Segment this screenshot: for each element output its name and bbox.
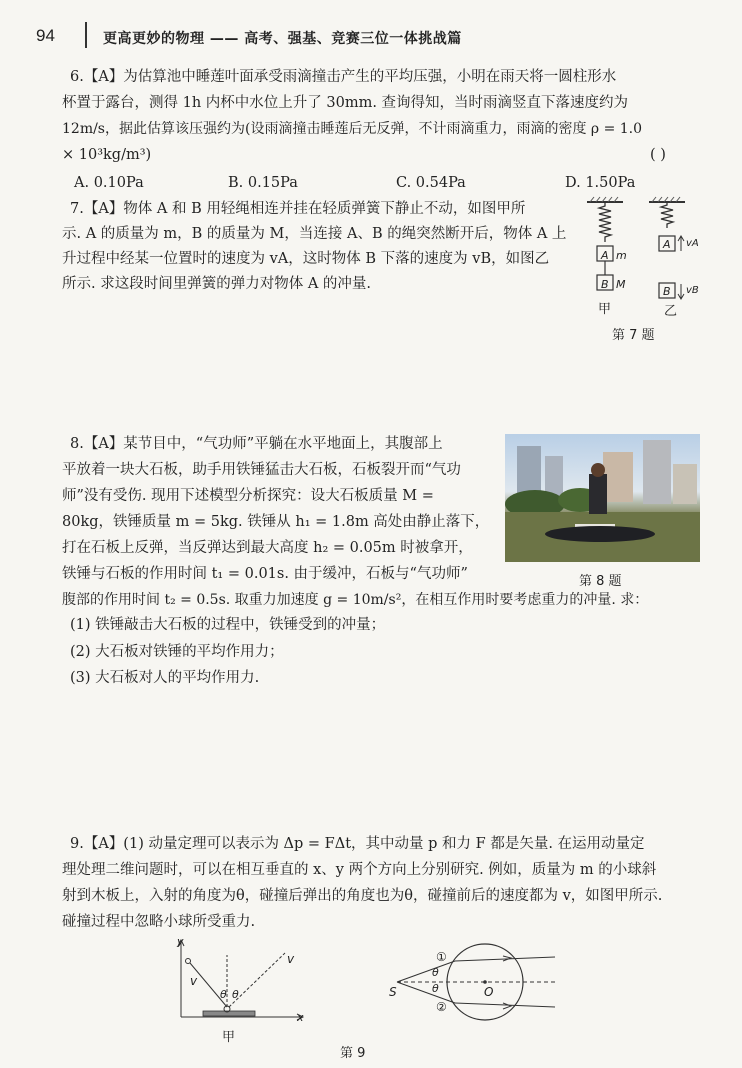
q7-label-big-m: M xyxy=(616,278,626,291)
q9-label-theta-upper: θ xyxy=(432,966,439,979)
q9-label-s: S xyxy=(389,985,397,999)
q9-label-v-in: v xyxy=(190,974,198,988)
q8-sub-1: (1) 铁锤敲击大石板的过程中，铁锤受到的冲量； xyxy=(70,617,386,633)
header-divider xyxy=(85,22,87,48)
q6-line-2: 杯置于露台，测得 1h 内杯中水位上升了 30mm. 查询得知，当时雨滴竖直下落速度约为 xyxy=(62,95,629,111)
q8-caption: 第 8 题 xyxy=(579,574,622,589)
q9-caption: 第 9 xyxy=(340,1046,366,1061)
q9-axis-y: y xyxy=(177,935,184,948)
q9-label-theta-2: θ xyxy=(232,988,239,1001)
q8-line-3: 师”没有受伤. 现用下述模型分析探究：设大石板质量 M = xyxy=(62,488,434,504)
q7-label-yi: 乙 xyxy=(664,304,678,319)
page-number: 94 xyxy=(36,26,55,45)
q7-line-2: 示. A 的质量为 m，B 的质量为 M，当连接 A、B 的绳突然断开后，物体 A 上 xyxy=(62,226,567,242)
q9-label-theta-lower: θ xyxy=(432,982,439,995)
q9-line-2: 理处理二维问题时，可以在相互垂直的 x、y 两个方向上分别研究. 例如，质量为 m 的小球斜 xyxy=(62,862,657,878)
q8-line-2: 平放着一块大石板，助手用铁锤猛击大石板，石板裂开而“气功 xyxy=(62,462,461,478)
q9-label-ray-1: ① xyxy=(436,950,447,964)
q7-line-1: 7.【A】物体 A 和 B 用轻绳相连并挂在轻质弹簧下静止不动，如图甲所 xyxy=(70,201,526,217)
q9-label-theta-1: θ xyxy=(220,988,227,1001)
q7-label-va: vA xyxy=(686,238,699,249)
q7-line-4: 所示. 求这段时间里弹簧的弹力对物体 A 的冲量. xyxy=(62,276,372,292)
q9-label-v-out: v xyxy=(287,952,295,966)
q7-label-vb: vB xyxy=(686,285,699,296)
q6-option-a: A. 0.10Pa xyxy=(74,175,144,191)
q9-line-4: 碰撞过程中忽略小球所受重力. xyxy=(62,914,256,930)
q6-line-4: × 10³kg/m³) xyxy=(62,147,152,163)
q7-label-b-right: B xyxy=(663,285,671,298)
book-title: 更高更妙的物理 —— 高考、强基、竞赛三位一体挑战篇 xyxy=(103,31,462,47)
q6-answer-paren: ( ) xyxy=(650,147,666,163)
q7-label-a-right: A xyxy=(663,238,671,251)
q6-option-b: B. 0.15Pa xyxy=(228,175,298,191)
q8-line-5: 打在石板上反弹，当反弹达到最大高度 h₂ = 0.05m 时被拿开， xyxy=(62,540,473,556)
q9-sphere-diagram xyxy=(385,935,565,1030)
q8-photo xyxy=(505,434,700,562)
q9-axis-x: x xyxy=(297,1011,304,1024)
q8-line-7: 腹部的作用时间 t₂ = 0.5s. 取重力加速度 g = 10m/s²，在相互作用时要考虑重力的冲量. 求： xyxy=(62,592,649,608)
q8-sub-3: (3) 大石板对人的平均作用力. xyxy=(70,670,260,686)
q9-line-3: 射到木板上，入射的角度为θ，碰撞后弹出的角度也为θ，碰撞前后的速度都为 v，如图甲所示. xyxy=(62,888,663,904)
q8-line-4: 80kg，铁锤质量 m = 5kg. 铁锤从 h₁ = 1.8m 高处由静止落下， xyxy=(62,514,490,530)
q8-line-1: 8.【A】某节目中，“气功师”平躺在水平地面上，其腹部上 xyxy=(70,436,443,452)
q7-line-3: 升过程中经某一位置时的速度为 vA，这时物体 B 下落的速度为 vB，如图乙 xyxy=(62,251,550,267)
q9-label-ray-2: ② xyxy=(436,1000,447,1014)
q7-label-b-left: B xyxy=(601,278,609,291)
q7-label-jia: 甲 xyxy=(598,302,612,317)
q6-option-c: C. 0.54Pa xyxy=(396,175,466,191)
q9-label-o: O xyxy=(484,985,494,999)
q6-line-3: 12m/s，据此估算该压强约为(设雨滴撞击睡莲后无反弹，不计雨滴重力，雨滴的密度 ρ = 1.0 xyxy=(62,121,643,137)
q8-line-6: 铁锤与石板的作用时间 t₁ = 0.01s. 由于缓冲，石板与“气功师” xyxy=(62,566,468,582)
q7-caption: 第 7 题 xyxy=(612,328,655,343)
q9-line-1: 9.【A】(1) 动量定理可以表示为 Δp = FΔt，其中动量 p 和力 F 都是矢量. 在运用动量定 xyxy=(70,836,645,852)
q9-collision-diagram xyxy=(165,935,315,1035)
q7-label-m: m xyxy=(616,249,627,262)
q9-label-jia: 甲 xyxy=(222,1030,236,1045)
q8-sub-2: (2) 大石板对铁锤的平均作用力； xyxy=(70,644,284,660)
q7-label-a-left: A xyxy=(601,249,609,262)
q6-line-1: 6.【A】为估算池中睡莲叶面承受雨滴撞击产生的平均压强，小明在雨天将一圆柱形水 xyxy=(70,69,617,85)
q6-option-d: D. 1.50Pa xyxy=(565,175,636,191)
